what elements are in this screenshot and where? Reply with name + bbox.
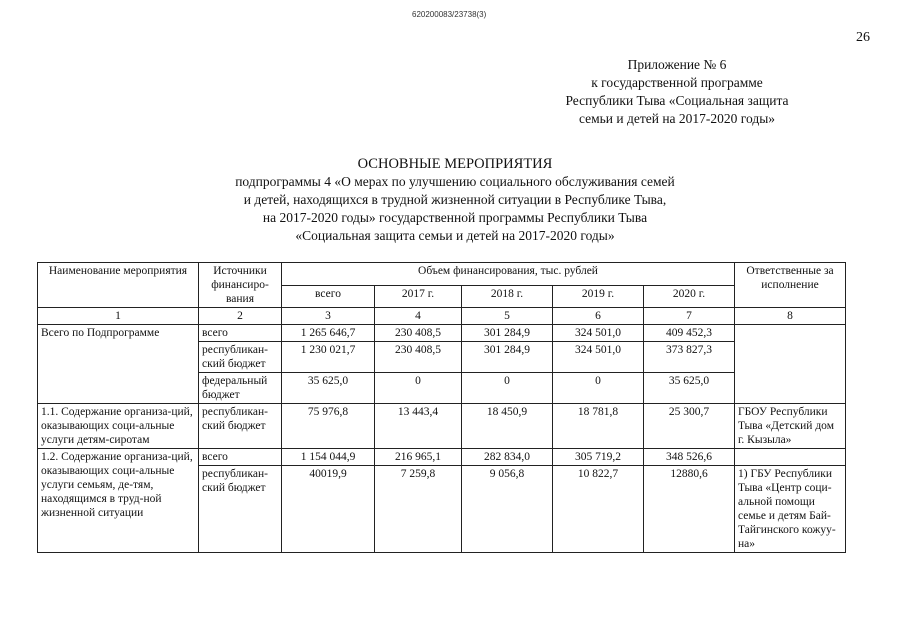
- total-value: 1 154 044,9: [282, 449, 375, 466]
- table-row: [38, 404, 846, 449]
- col-header-funding: Объем финансирования, тыс. рублей: [282, 263, 735, 286]
- col-header-2018: 2018 г.: [462, 285, 553, 308]
- col-header-2019: 2019 г.: [553, 285, 644, 308]
- document-id: 620200083/23738(3): [412, 10, 487, 19]
- col-header-total: всего: [282, 285, 375, 308]
- value-2018: 9 056,8: [462, 466, 553, 553]
- activities-table: [37, 262, 846, 553]
- value-2019: 324 501,0: [553, 342, 644, 373]
- column-number: 6: [553, 308, 644, 325]
- appendix-line: к государственной программе: [591, 75, 763, 90]
- value-2018: 301 284,9: [462, 325, 553, 342]
- value-2019: 18 781,8: [553, 404, 644, 449]
- column-number-row: [38, 308, 846, 325]
- col-header-responsible: Ответственные за исполнение: [735, 263, 846, 308]
- total-value: 75 976,8: [282, 404, 375, 449]
- total-value: 40019,9: [282, 466, 375, 553]
- value-2019: 10 822,7: [553, 466, 644, 553]
- value-2018: 0: [462, 373, 553, 404]
- value-2017: 0: [375, 373, 462, 404]
- funding-source: федеральный бюджет: [199, 373, 282, 404]
- column-number: 3: [282, 308, 375, 325]
- responsible: 1) ГБУ Республики Тыва «Центр соци-альной помощи семье и детям Бай-Тайгинского кожуу-на»: [735, 466, 846, 553]
- column-number: 8: [735, 308, 846, 325]
- document-title: [170, 155, 740, 245]
- title-heading: ОСНОВНЫЕ МЕРОПРИЯТИЯ: [357, 156, 553, 172]
- table-row: [38, 449, 846, 466]
- value-2020: 25 300,7: [644, 404, 735, 449]
- value-2020: 373 827,3: [644, 342, 735, 373]
- appendix-line: Республики Тыва «Социальная защита: [565, 93, 789, 108]
- appendix-line: Приложение № 6: [627, 57, 727, 72]
- total-value: 35 625,0: [282, 373, 375, 404]
- funding-source: республикан-ский бюджет: [199, 404, 282, 449]
- column-number: 1: [38, 308, 199, 325]
- col-header-source: Источники финансиро-вания: [199, 263, 282, 308]
- value-2017: 216 965,1: [375, 449, 462, 466]
- responsible: ГБОУ Республики Тыва «Детский дом г. Кызыла»: [735, 404, 846, 449]
- value-2017: 230 408,5: [375, 325, 462, 342]
- total-value: 1 265 646,7: [282, 325, 375, 342]
- value-2020: 12880,6: [644, 466, 735, 553]
- header-row: [38, 263, 846, 286]
- value-2018: 301 284,9: [462, 342, 553, 373]
- value-2017: 13 443,4: [375, 404, 462, 449]
- appendix-line: семьи и детей на 2017-2020 годы»: [578, 111, 776, 126]
- responsible: [735, 449, 846, 466]
- value-2020: 348 526,6: [644, 449, 735, 466]
- col-header-2017: 2017 г.: [375, 285, 462, 308]
- value-2018: 18 450,9: [462, 404, 553, 449]
- col-header-name: Наименование мероприятия: [38, 263, 199, 308]
- responsible: [735, 325, 846, 404]
- appendix-block: [517, 56, 837, 128]
- table-row: [38, 325, 846, 342]
- funding-source: всего: [199, 449, 282, 466]
- column-number: 7: [644, 308, 735, 325]
- title-line: подпрограммы 4 «О мерах по улучшению социального обслуживания семей: [235, 174, 675, 189]
- column-number: 4: [375, 308, 462, 325]
- column-number: 2: [199, 308, 282, 325]
- column-number: 5: [462, 308, 553, 325]
- value-2019: 324 501,0: [553, 325, 644, 342]
- value-2017: 230 408,5: [375, 342, 462, 373]
- value-2017: 7 259,8: [375, 466, 462, 553]
- activity-name: 1.1. Содержание организа-ций, оказывающих соци-альные услуги детям-сиротам: [38, 404, 199, 449]
- page-number: 26: [856, 30, 870, 45]
- value-2019: 305 719,2: [553, 449, 644, 466]
- funding-source: республикан-ский бюджет: [199, 466, 282, 553]
- value-2020: 35 625,0: [644, 373, 735, 404]
- value-2019: 0: [553, 373, 644, 404]
- value-2018: 282 834,0: [462, 449, 553, 466]
- total-value: 1 230 021,7: [282, 342, 375, 373]
- value-2020: 409 452,3: [644, 325, 735, 342]
- activity-name: 1.2. Содержание организа-ций, оказывающих соци-альные услуги семьям, де-тям, находящимся в труд-ной жизненной ситуации: [38, 449, 199, 553]
- title-line: на 2017-2020 годы» государственной программы Республики Тыва: [262, 210, 648, 225]
- funding-source: всего: [199, 325, 282, 342]
- activity-name: Всего по Подпрограмме: [38, 325, 199, 404]
- title-line: и детей, находящихся в трудной жизненной ситуации в Республике Тыва,: [243, 192, 667, 207]
- col-header-2020: 2020 г.: [644, 285, 735, 308]
- title-line: «Социальная защита семьи и детей на 2017-2020 годы»: [295, 228, 615, 243]
- funding-source: республикан-ский бюджет: [199, 342, 282, 373]
